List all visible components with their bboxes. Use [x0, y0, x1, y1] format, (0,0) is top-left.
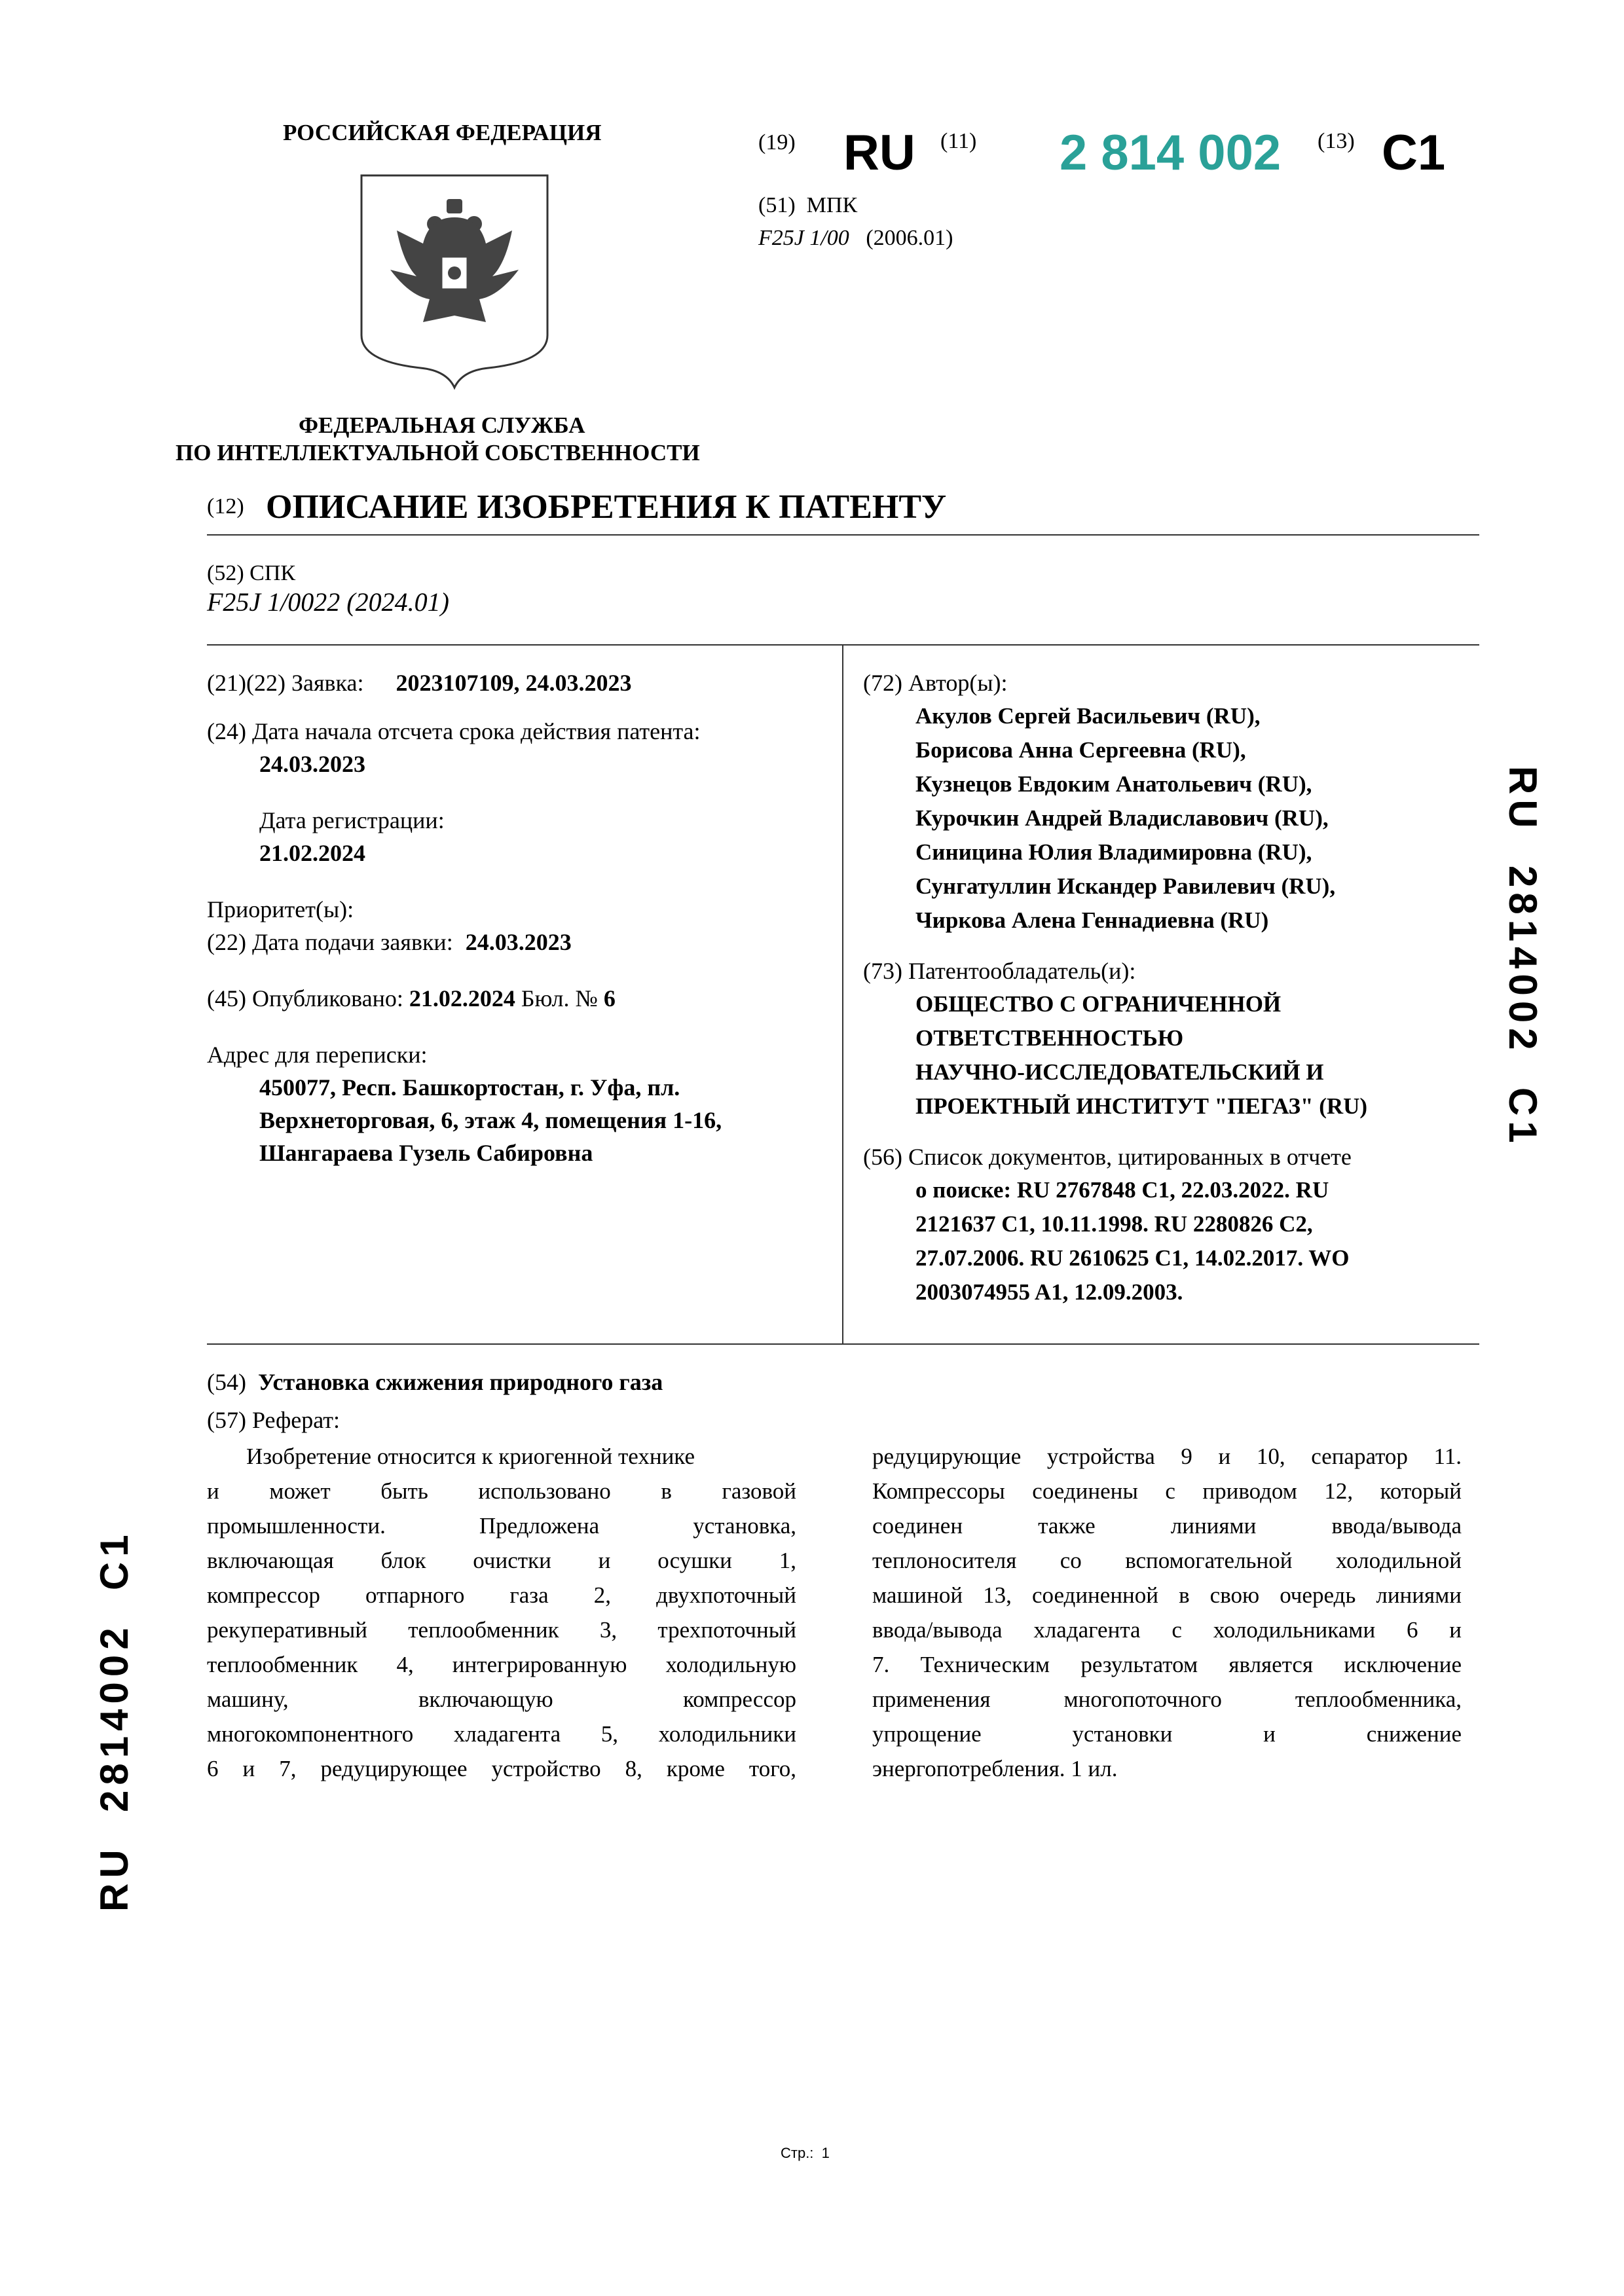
- agency-name-line2: ПО ИНТЕЛЛЕКТУАЛЬНОЙ СОБСТВЕННОСТИ: [175, 440, 700, 465]
- address-line: Шангараева Гузель Сабировна: [259, 1140, 593, 1166]
- authors-label: (72) Автор(ы):: [863, 670, 1008, 696]
- address-line: Верхнеторговая, 6, этаж 4, помещения 1-16,: [259, 1107, 722, 1133]
- abstract-label: (57) Реферат:: [207, 1407, 341, 1433]
- author-name: Борисова Анна Сергеевна (RU),: [915, 737, 1246, 763]
- invention-title: (54) Установка сжижения природного газа: [207, 1369, 663, 1395]
- abstract-line: и может быть использовано в газовой: [207, 1478, 796, 1504]
- page-footer: Стр.: 1: [781, 2145, 830, 2161]
- bibliographic-right: [863, 666, 1479, 1309]
- abstract-line: редуцирующие устройства 9 и 10, сепаратор 11.: [872, 1444, 1462, 1469]
- cpc-label: (52) СПК: [207, 561, 296, 585]
- author-name: Курочкин Андрей Владиславович (RU),: [915, 805, 1329, 831]
- citations-list: [863, 1173, 1479, 1309]
- code-19: (19): [758, 130, 796, 155]
- abstract-col2: [872, 1439, 1462, 1786]
- holder-name: [863, 987, 1479, 1123]
- registration-value: 21.02.2024: [259, 840, 365, 866]
- abstract-line: соединен также линиями ввода/вывода: [872, 1513, 1462, 1539]
- ipc-label: (51) МПК: [758, 193, 858, 217]
- term-value: 24.03.2023: [259, 751, 365, 777]
- citation-line: 2121637 C1, 10.11.1998. RU 2280826 C2,: [915, 1211, 1313, 1237]
- abstract-line: теплоносителя со вспомогательной холодильной: [872, 1548, 1462, 1573]
- patent-number: 2 814 002: [1060, 125, 1282, 181]
- page-number: 1: [821, 2145, 830, 2161]
- doc-title-code: (12): [207, 494, 244, 519]
- abstract-line: рекуперативный теплообменник 3, трехпоточный: [207, 1617, 796, 1643]
- abstract-line: машиной 13, соединенной в свою очередь линиями: [872, 1582, 1462, 1608]
- abstract-line: Компрессоры соединены с приводом 12, который: [872, 1478, 1462, 1504]
- abstract-line: применения многопоточного теплообменника,: [872, 1686, 1462, 1712]
- filing-date: (22) Дата подачи заявки: 24.03.2023: [207, 929, 572, 955]
- abstract-line: промышленности. Предложена установка,: [207, 1513, 796, 1539]
- citations-label: (56) Список документов, цитированных в отчете: [863, 1144, 1352, 1170]
- abstract-line: включающая блок очистки и осушки 1,: [207, 1548, 796, 1573]
- abstract-col1: [207, 1439, 796, 1786]
- rule-bottom: [207, 1343, 1479, 1345]
- author-name: Синицина Юлия Владимировна (RU),: [915, 839, 1312, 865]
- abstract-line: ввода/вывода хладагента с холодильниками 6 и: [872, 1617, 1462, 1643]
- side-label-left: RU 2814002 C1: [92, 1529, 136, 1912]
- citation-line: о поиске: RU 2767848 C1, 22.03.2022. RU: [915, 1177, 1329, 1203]
- code-13: (13): [1318, 129, 1355, 153]
- agency-name-line1: ФЕДЕРАЛЬНАЯ СЛУЖБА: [299, 412, 585, 438]
- abstract-line: 6 и 7, редуцирующее устройство 8, кроме того,: [207, 1756, 796, 1781]
- holder-line: НАУЧНО-ИССЛЕДОВАТЕЛЬСКИЙ И: [915, 1059, 1324, 1085]
- authors-list: [863, 699, 1479, 938]
- rule-top: [207, 534, 1479, 536]
- country-code: RU: [843, 125, 915, 181]
- application-field: (21)(22) Заявка: 2023107109, 24.03.2023: [207, 670, 632, 696]
- kind-code: C1: [1382, 125, 1446, 181]
- abstract-line: Изобретение относится к криогенной технике: [246, 1444, 695, 1469]
- author-name: Чиркова Алена Геннадиевна (RU): [915, 907, 1269, 933]
- code-11: (11): [940, 129, 977, 153]
- address-label: Адрес для переписки:: [207, 1042, 428, 1068]
- cpc-value: F25J 1/0022 (2024.01): [207, 587, 449, 617]
- abstract-line: энергопотребления. 1 ил.: [872, 1756, 1118, 1781]
- citation-line: 2003074955 A1, 12.09.2003.: [915, 1279, 1183, 1305]
- published-date: (45) Опубликовано: 21.02.2024 Бюл. № 6: [207, 985, 616, 1011]
- author-name: Кузнецов Евдоким Анатольевич (RU),: [915, 771, 1312, 797]
- holder-label: (73) Патентообладатель(и):: [863, 958, 1136, 984]
- ipc-classification: F25J 1/00 (2006.01): [758, 226, 953, 250]
- abstract-line: машину, включающую компрессор: [207, 1686, 796, 1712]
- citation-line: 27.07.2006. RU 2610625 C1, 14.02.2017. WO: [915, 1245, 1350, 1271]
- term-label: (24) Дата начала отсчета срока действия патента:: [207, 718, 701, 744]
- registration-label: Дата регистрации:: [259, 807, 445, 833]
- address-line: 450077, Респ. Башкортостан, г. Уфа, пл.: [259, 1074, 680, 1101]
- abstract-line: многокомпонентного хладагента 5, холодильники: [207, 1721, 796, 1747]
- abstract-line: 7. Техническим результатом является исключение: [872, 1652, 1462, 1677]
- holder-line: ОБЩЕСТВО С ОГРАНИЧЕННОЙ: [915, 991, 1282, 1017]
- side-label-right: RU 2814002 C1: [1501, 766, 1545, 1148]
- abstract-line: компрессор отпарного газа 2, двухпоточный: [207, 1582, 796, 1608]
- priority-label: Приоритет(ы):: [207, 896, 354, 922]
- author-name: Акулов Сергей Васильевич (RU),: [915, 703, 1261, 729]
- country-name: РОССИЙСКАЯ ФЕДЕРАЦИЯ: [283, 120, 602, 145]
- coat-of-arms-emblem: [358, 172, 551, 392]
- author-name: Сунгатуллин Искандер Равилевич (RU),: [915, 873, 1336, 899]
- bibliographic-left: [207, 666, 829, 1169]
- abstract-line: упрощение установки и снижение: [872, 1721, 1462, 1747]
- abstract-line: теплообменник 4, интегрированную холодильную: [207, 1652, 796, 1677]
- holder-line: ПРОЕКТНЫЙ ИНСТИТУТ "ПЕГАЗ" (RU): [915, 1093, 1368, 1119]
- column-divider: [842, 644, 843, 1343]
- doc-title: ОПИСАНИЕ ИЗОБРЕТЕНИЯ К ПАТЕНТУ: [266, 488, 947, 526]
- holder-line: ОТВЕТСТВЕННОСТЬЮ: [915, 1025, 1184, 1051]
